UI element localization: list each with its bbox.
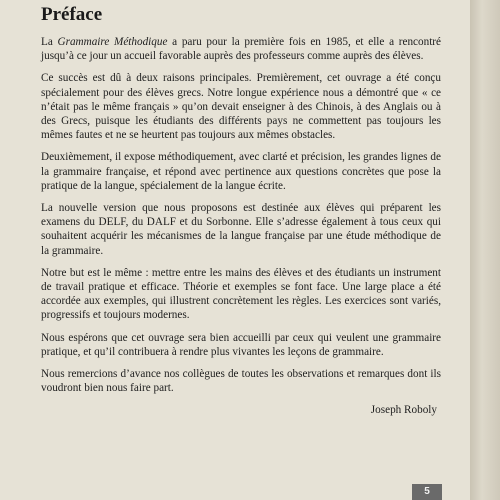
paragraph-1-before: La — [41, 36, 58, 48]
author-signature: Joseph Roboly — [370, 404, 437, 417]
paragraph-3: Deuxièmement, il expose méthodiquement, avec clarté et précision, les grandes lignes de la grammaire française, et répond avec pertinence aux questions concrètes que pose la pratique de la langue, spécialement de la langue écrite. — [41, 151, 441, 192]
page-number-badge: 5 — [412, 484, 442, 500]
page-title: Préface — [41, 4, 103, 25]
paragraph-6: Nous espérons que cet ouvrage sera bien accueilli par ceux qui veulent une grammaire pratique, et qu’il contribuera à rendre plus vivantes les leçons de grammaire. — [41, 331, 441, 358]
paragraph-1 — [41, 35, 441, 63]
book-title-emphasis: Grammaire Méthodique — [57, 36, 168, 48]
paragraph-5: Notre but est le même : mettre entre les mains des élèves et des étudiants un instrument de travail pratique et efficace. Théorie et exemples se font face. Une large place a été accordée aux exemples, qui illustrent concrètement les règles. Les exercices sont variés, progressifs et toujours modernes. — [41, 266, 441, 322]
preface-content — [41, 4, 441, 417]
paragraph-2: Ce succès est dû à deux raisons principales. Premièrement, cet ouvrage a été conçu spécialement pour des élèves grecs. Notre longue expérience nous a démontré que « ce n’était pas le même français » qu’on devait enseigner à des Chinois, à des Anglais ou à des Grecs, puisque les étudiants des différents pays ne commettent pas toujours les mêmes fautes et ne se heurtent pas toujours aux mêmes obstacles. — [41, 72, 441, 142]
paragraph-1-after: a paru pour la première fois en 1985, et elle a rencontré jusqu’à ce jour un accueil favorable auprès des professeurs comme auprès des élèves. — [41, 36, 441, 63]
paragraph-4: La nouvelle version que nous proposons est destinée aux élèves qui préparent les examens du DELF, du DALF et du Sorbonne. Elle s’adresse également à tous ceux qui souhaitent acquérir les mécanismes de la langue française par une étude méthodique de la grammaire. — [41, 202, 441, 257]
book-page-edge — [470, 0, 500, 500]
paragraph-7: Nous remercions d’avance nos collègues de toutes les observations et remarques dont ils voudront bien nous faire part. — [41, 368, 441, 395]
